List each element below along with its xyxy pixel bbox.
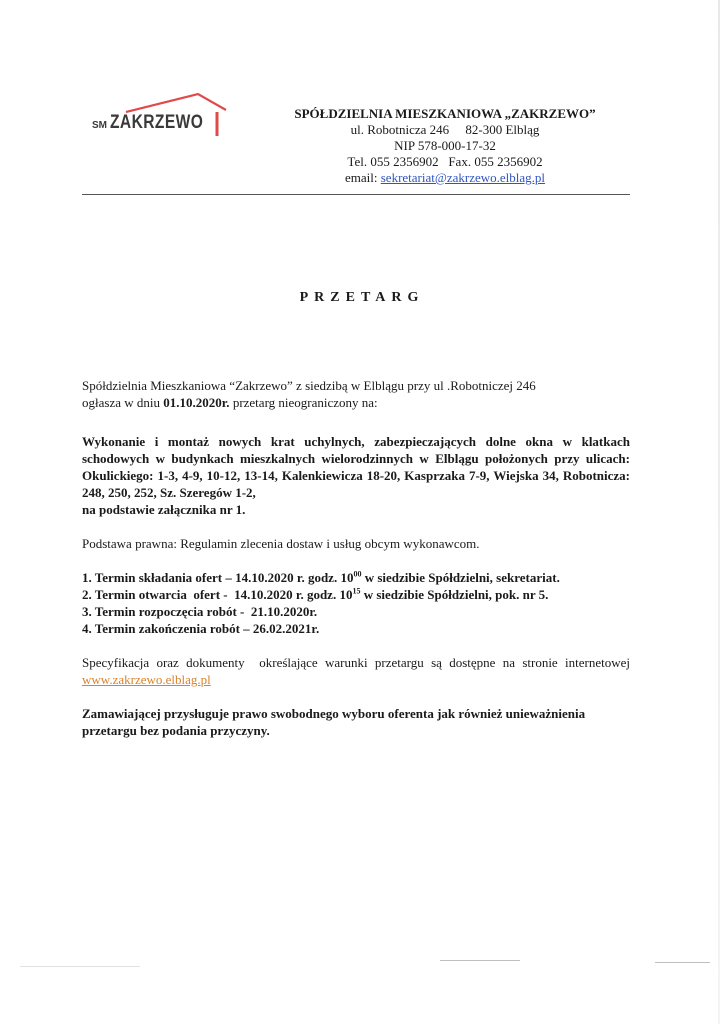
legal-basis: Podstawa prawna: Regulamin zlecenia dostaw i usług obcym wykonawcom. [82,536,480,551]
org-email-line [270,170,620,186]
closing-statement: Zamawiającej przysługuje prawo swobodnego wyboru oferenta jak również unieważnienia przetargu bez podania przyczyny. [82,706,586,738]
scan-mark [20,966,140,967]
logo-prefix: SM [92,120,107,131]
email-link[interactable]: sekretariat@zakrzewo.elblag.pl [380,170,546,185]
org-address: ul. Robotnicza 246 82-300 Elbląg [350,122,540,137]
term-end: 4. Termin zakończenia robót – 26.02.2021r. [82,621,320,636]
tender-scope-attachment: na podstawie załącznika nr 1. [82,502,246,517]
term-start: 3. Termin rozpoczęcia robót - 21.10.2020r. [82,604,318,619]
intro-text: ogłasza w dniu [82,395,164,410]
website-link[interactable]: www.zakrzewo.elblag.pl [82,672,211,687]
term-offers-place: w siedzibie Spółdzielni, sekretariat. [361,570,560,585]
email-label: email: [344,170,381,185]
document-title: PRZETARG [299,290,425,305]
logo [86,92,231,142]
org-nip: NIP 578-000-17-32 [394,138,496,153]
scan-mark [655,962,710,963]
scan-mark [440,960,520,961]
logo-name: ZAKRZEWO [110,112,204,133]
intro-text-end: przetarg nieograniczony na: [229,395,378,410]
intro-line-2 [82,394,630,411]
header-divider [82,194,630,195]
term-offers [82,569,630,586]
term-opening-place: w siedzibie Spółdzielni, pok. nr 5. [360,587,549,602]
term-offers-text: 1. Termin składania ofert – 14.10.2020 r. godz. 10 [82,570,354,585]
letterhead [270,106,620,186]
intro-line-1: Spółdzielnia Mieszkaniowa “Zakrzewo” z siedzibą w Elblągu przy ul .Robotniczej 246 [82,378,536,393]
tender-scope: Wykonanie i montaż nowych krat uchylnych, zabezpieczających dolne okna w klatkach schodowych w budynkach mieszkalnych wielorodzinnych w Elblągu położonych przy ulicach: Okulickiego: 1-3, 4-9, 10-12, 13-14, Kalenkiewicza 18-20, Kasprzaka 7-9, Wiejska 34, Robotnicza: 248, 250, 252, Sz. Szeregów 1-2, [82,434,630,500]
document-body [82,377,634,739]
announcement-date: 01.10.2020r. [163,395,230,410]
term-offers-minutes: 00 [353,569,362,579]
term-opening [82,586,630,603]
scan-edge [718,0,720,1024]
term-opening-minutes: 15 [352,586,361,596]
specification-note [82,654,634,688]
org-name: SPÓŁDZIELNIA MIESZKANIOWA „ZAKRZEWO” [294,106,596,121]
org-phone-fax: Tel. 055 2356902 Fax. 055 2356902 [347,154,543,169]
term-opening-text: 2. Termin otwarcia ofert - 14.10.2020 r. godz. 10 [82,587,353,602]
specification-text: Specyfikacja oraz dokumenty określające warunki przetargu są dostępne na stronie internetowej [82,655,634,670]
